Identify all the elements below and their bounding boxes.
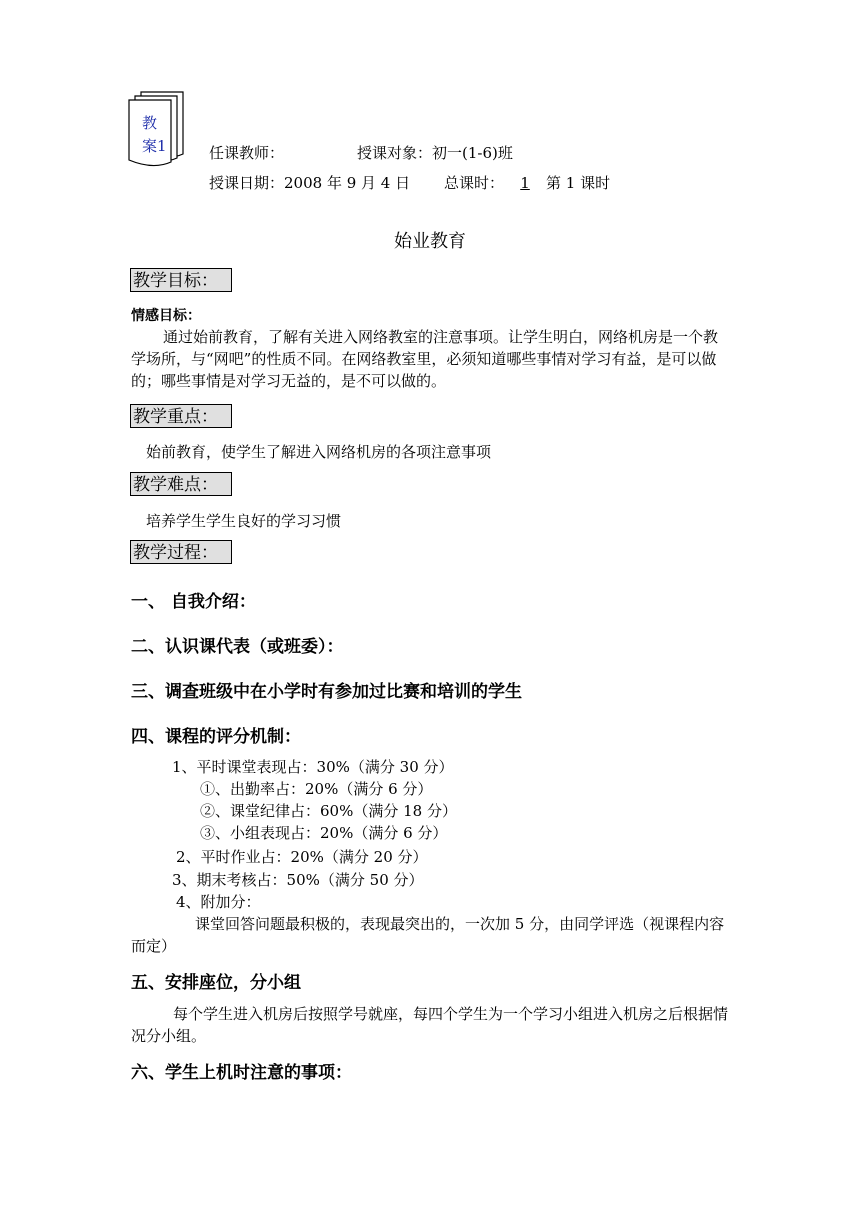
step-5: 五、安排座位，分小组 [131,973,301,993]
grading-3: 3、期末考核占：50%（满分 50 分） [172,871,424,889]
grading-1b: ②、课堂纪律占：60%（满分 18 分） [200,802,457,820]
page-title: 始业教育 [394,231,466,252]
step-3: 三、调查班级中在小学时有参加过比赛和培训的学生 [131,682,522,702]
grading-1a: ①、出勤率占：20%（满分 6 分） [200,780,433,798]
section-head-goal: 教学目标： [130,268,232,292]
logo-text-2: 案1 [142,137,167,155]
section-head-key: 教学重点： [130,404,232,428]
teacher-label: 任课教师： [209,144,285,162]
section-head-difficult: 教学难点： [130,472,232,496]
grading-2: 2、平时作业占：20%（满分 20 分） [176,848,428,866]
date-label: 授课日期：2008 年 9 月 4 日 [209,174,411,192]
key-text: 始前教育，使学生了解进入网络机房的各项注意事项 [146,443,492,461]
step-6: 六、学生上机时注意的事项： [131,1063,352,1083]
grading-1c: ③、小组表现占：20%（满分 6 分） [200,824,448,842]
emotion-text: 通过始前教育，了解有关进入网络教室的注意事项。让学生明白，网络机房是一个教学场所，与“网吧”的性质不同。在网络教室里，必须知道哪些事情对学习有益，是可以做的；哪些事情是对学习无益的，是不可以做的。 [131,328,719,390]
seating-text: 每个学生进入机房后按照学号就座，每四个学生为一个学习小组进入机房之后根据情况分小组。 [131,1005,729,1045]
grading-4: 4、附加分： [176,893,261,911]
grading-4-text: 课堂回答问题最积极的，表现最突出的，一次加 5 分，由同学评选（视课程内容而定） [131,915,725,955]
difficult-text: 培养学生学生良好的学习习惯 [146,512,342,530]
hours-value: 1 [520,174,530,192]
hours-label-text: 总课时： [444,174,505,192]
hours-label [444,172,610,193]
emotion-head: 情感目标： [131,308,201,324]
section-head-process: 教学过程： [130,540,232,564]
lesson-label: 第 1 课时 [546,174,611,192]
grading-1: 1、平时课堂表现占：30%（满分 30 分） [172,758,454,776]
target-label: 授课对象：初一(1-6)班 [357,144,513,162]
step-2: 二、认识课代表（或班委）： [131,637,344,657]
step-4: 四、课程的评分机制： [131,727,301,747]
step-1: 一、 自我介绍： [131,592,256,612]
logo-text-1: 教 [142,114,158,132]
